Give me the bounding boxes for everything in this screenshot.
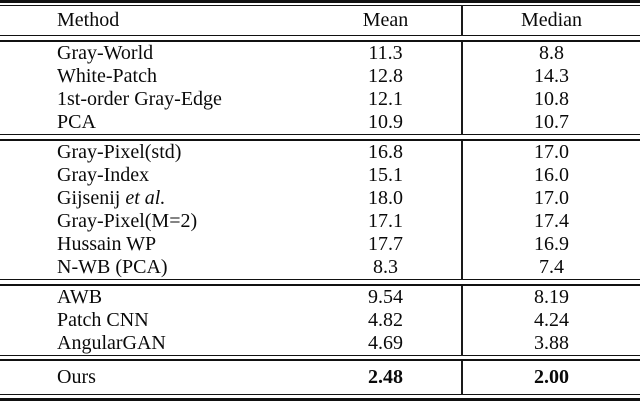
median-cell: 16.0 xyxy=(534,164,569,186)
method-name-italic-suffix: et al. xyxy=(125,187,166,209)
median-cell: 10.8 xyxy=(534,88,569,110)
method-cell: Ours xyxy=(57,366,96,388)
table-row-patch-cnn xyxy=(0,309,640,332)
mean-cell: 12.8 xyxy=(310,65,462,88)
method-cell: Gray-Pixel(std) xyxy=(57,141,182,163)
mean-cell: 2.48 xyxy=(310,360,462,395)
median-cell: 7.4 xyxy=(539,256,564,278)
mean-cell: 4.82 xyxy=(310,309,462,332)
method-cell: AWB xyxy=(57,286,103,308)
median-cell: 17.0 xyxy=(534,187,569,209)
table-row-gray-pixel-std xyxy=(0,140,640,164)
mean-cell: 16.8 xyxy=(310,140,462,164)
mean-cell: 17.1 xyxy=(310,210,462,233)
table-rule-bottom xyxy=(0,395,640,400)
column-header-mean: Mean xyxy=(310,6,462,36)
median-cell: 17.0 xyxy=(534,141,569,163)
table-header-row xyxy=(0,6,640,36)
method-cell: Gray-World xyxy=(57,42,154,64)
mean-cell: 18.0 xyxy=(310,187,462,210)
table-row-angulargan xyxy=(0,332,640,356)
method-cell: Patch CNN xyxy=(57,309,149,331)
table-row-ours xyxy=(0,360,640,395)
method-cell: AngularGAN xyxy=(57,332,166,354)
mean-cell: 15.1 xyxy=(310,164,462,187)
column-header-method: Method xyxy=(57,9,120,31)
median-cell: 8.19 xyxy=(534,286,569,308)
mean-cell: 4.69 xyxy=(310,332,462,356)
table-row-pca xyxy=(0,111,640,135)
median-cell: 16.9 xyxy=(534,233,569,255)
mean-cell: 9.54 xyxy=(310,285,462,309)
table-row-1st-order-gray-edge xyxy=(0,88,640,111)
median-cell: 3.88 xyxy=(534,332,569,354)
table-row-awb xyxy=(0,285,640,309)
table-row-white-patch xyxy=(0,65,640,88)
method-cell: 1st-order Gray-Edge xyxy=(57,88,222,110)
table-row-hussain-wp xyxy=(0,233,640,256)
mean-cell: 12.1 xyxy=(310,88,462,111)
column-header-median: Median xyxy=(520,9,583,31)
method-cell xyxy=(0,187,310,210)
method-cell: Gray-Index xyxy=(57,164,150,186)
mean-cell: 8.3 xyxy=(310,256,462,280)
method-cell: Gray-Pixel(M=2) xyxy=(57,210,198,232)
method-name: Gijsenij xyxy=(57,187,121,209)
table-row-gray-pixel-m2 xyxy=(0,210,640,233)
method-cell: Hussain WP xyxy=(57,233,157,255)
median-cell: 14.3 xyxy=(534,65,569,87)
mean-cell: 10.9 xyxy=(310,111,462,135)
table-row-n-wb-pca xyxy=(0,256,640,280)
method-cell: PCA xyxy=(57,111,96,133)
median-cell: 4.24 xyxy=(534,309,569,331)
median-cell: 10.7 xyxy=(534,111,569,133)
method-cell: White-Patch xyxy=(57,65,157,87)
table-row-gray-world xyxy=(0,41,640,65)
table-row-gijsenij-et-al xyxy=(0,187,640,210)
mean-cell: 17.7 xyxy=(310,233,462,256)
median-cell: 17.4 xyxy=(534,210,569,232)
median-cell: 2.00 xyxy=(534,366,569,388)
mean-cell: 11.3 xyxy=(310,41,462,65)
method-cell: N-WB (PCA) xyxy=(57,256,168,278)
median-cell: 8.8 xyxy=(539,42,564,64)
table-row-gray-index xyxy=(0,164,640,187)
